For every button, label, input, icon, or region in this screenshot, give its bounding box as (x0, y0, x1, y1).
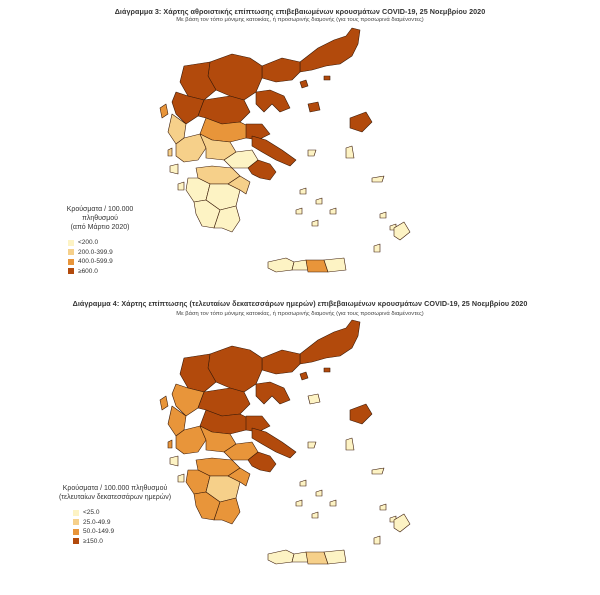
legend-title-line1: Κρούσματα / 100.000 πληθυσμού (66, 206, 134, 222)
region-thrace (300, 28, 360, 72)
region-cyclades-2 (316, 490, 322, 496)
region-cyclades-4 (296, 500, 302, 506)
region-lefkada (168, 148, 172, 156)
region-samos (372, 468, 384, 474)
region-samos (372, 176, 384, 182)
region-chios (346, 146, 354, 158)
region-thasos (300, 80, 308, 88)
region-zakynthos (178, 182, 184, 190)
region-rhodes (394, 222, 410, 240)
legend-item (68, 248, 150, 258)
region-cyclades-3 (330, 500, 336, 506)
legend-title-line2: (τελευταίων δεκατεσσάρων ημερών) (58, 494, 172, 501)
region-thrace (300, 320, 360, 364)
legend-swatch (73, 529, 79, 535)
region-east-macedonia (262, 58, 300, 82)
region-crete-rethymno (292, 260, 308, 270)
legend-item (68, 267, 150, 277)
region-samothraki (324, 368, 330, 372)
region-cyclades-4 (296, 208, 302, 214)
legend-title-line1: Κρούσματα / 100.000 πληθυσμού (62, 485, 168, 492)
legend-item (73, 527, 175, 537)
region-central-macedonia (208, 54, 262, 100)
region-thasos (300, 372, 308, 380)
legend-item (68, 238, 150, 248)
map-panel-cumulative (0, 0, 600, 290)
legend-swatch (68, 259, 74, 265)
region-karpathos (374, 244, 380, 252)
map-subtitle: Με βάση τον τόπο μόνιμης κατοικίας, ή προσωρινής διαμονής (για τους προσωρινά διαμένοντες) (176, 311, 424, 317)
legend-label: <200.0 (78, 239, 99, 247)
legend-item (73, 537, 175, 547)
region-lesvos (350, 404, 372, 424)
region-limnos (308, 394, 320, 404)
region-kefalonia (170, 164, 178, 174)
legend-label: 25.0-49.9 (83, 518, 111, 526)
legend-swatch (68, 249, 74, 255)
region-limnos (308, 102, 320, 112)
region-crete-rethymno (292, 552, 308, 562)
legend-label: <25.0 (83, 509, 100, 517)
region-cyclades-2 (316, 198, 322, 204)
region-zakynthos (178, 474, 184, 482)
region-central-macedonia (208, 346, 262, 392)
region-lesvos (350, 112, 372, 132)
legend-label: ≥150.0 (83, 537, 103, 545)
legend-swatch (73, 519, 79, 525)
region-samothraki (324, 76, 330, 80)
region-cyclades-3 (330, 208, 336, 214)
region-kefalonia (170, 456, 178, 466)
region-dodecanese-1 (380, 504, 386, 510)
region-corfu (160, 104, 168, 118)
legend-label: ≥600.0 (78, 267, 98, 275)
legend-label: 400.0-599.9 (78, 258, 113, 266)
legend-label: 200.0-399.9 (78, 248, 113, 256)
region-skyros (308, 150, 316, 156)
map-legend (55, 484, 175, 546)
legend-item (73, 508, 175, 518)
region-skyros (308, 442, 316, 448)
region-cyclades-5 (312, 220, 318, 226)
region-east-macedonia (262, 350, 300, 374)
legend-title-line2: (από Μάρτιο 2020) (70, 224, 130, 231)
region-chalkidiki (256, 90, 290, 112)
region-crete-lasithi (324, 258, 346, 272)
region-karpathos (374, 536, 380, 544)
region-crete-lasithi (324, 550, 346, 564)
legend-swatch (68, 240, 74, 246)
map-panel-14day (0, 292, 600, 592)
region-cyclades-1 (300, 188, 306, 194)
region-crete-chania (268, 550, 294, 564)
map-title: Διάγραμμα 3: Χάρτης αθροιστικής επίπτωσης επιβεβαιωμένων κρουσμάτων COVID-19, 25 Νοεμβρίου 2020 (114, 7, 486, 16)
map-legend (50, 205, 150, 276)
legend-item (73, 518, 175, 528)
region-rhodes (394, 514, 410, 532)
legend-swatch (73, 538, 79, 544)
region-crete-chania (268, 258, 294, 272)
map-title: Διάγραμμα 4: Χάρτης επίπτωσης (τελευταίων δεκατεσσάρων ημερών) επιβεβαιωμένων κρουσμάτων COVID-19, 25 Νοεμβρίου 2020 (72, 299, 528, 308)
region-cyclades-5 (312, 512, 318, 518)
region-lefkada (168, 440, 172, 448)
legend-item (68, 257, 150, 267)
region-dodecanese-1 (380, 212, 386, 218)
legend-swatch (73, 510, 79, 516)
region-chios (346, 438, 354, 450)
greece-choropleth-map (0, 292, 600, 592)
map-subtitle: Με βάση τον τόπο μόνιμης κατοικίας, ή προσωρινής διαμονής (για τους προσωρινά διαμένοντες) (176, 17, 424, 23)
region-chalkidiki (256, 382, 290, 404)
legend-label: 50.0-149.9 (83, 528, 115, 536)
legend-swatch (68, 268, 74, 274)
region-corfu (160, 396, 168, 410)
region-cyclades-1 (300, 480, 306, 486)
